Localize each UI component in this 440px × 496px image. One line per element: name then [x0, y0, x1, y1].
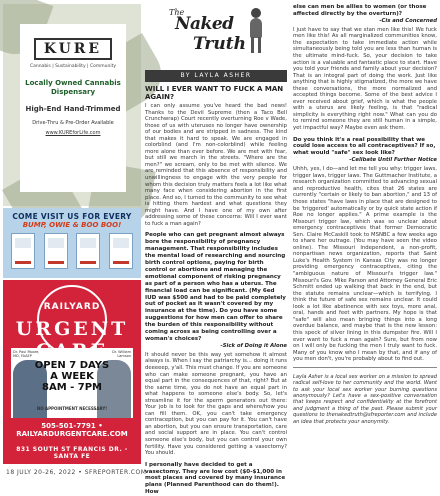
hours-line2: A WEEK: [50, 371, 94, 382]
question-text: Do you think it's a real possibility that we could lose access to all contraceptives? If so, what would "safe" sex look like?: [293, 136, 436, 157]
masthead-the: The: [169, 8, 185, 17]
bump-ad-line2: BUMP, OWIE & BOO BOO!: [22, 221, 122, 229]
address: 831 SOUTH ST FRANCIS DR. - SANTA FE: [16, 446, 128, 460]
ads-column: [3, 4, 141, 464]
kure-card: [20, 24, 126, 192]
kure-headline: Locally Owned Cannabis Dispensary: [25, 79, 121, 96]
urgent-care-word: URGENT: [15, 318, 129, 340]
no-appointment: NO APPOINTMENT NECESSARY!: [36, 406, 108, 411]
divider: [293, 367, 437, 368]
railyard-word: RAILYARD: [43, 302, 101, 312]
hours-text: [11, 360, 133, 393]
doctor-left-name: Dr. Paul Moore, MD, FAAEP: [13, 350, 40, 358]
product-box-icon: [11, 233, 35, 269]
hours-line3: 8AM - 7PM: [42, 382, 102, 393]
question-text: People who can get pregnant almost always bore the responsibility of pregnancy management. That responsibility includes the mental load of researching and sourcing birth control options, paying for birth control or abortions and managing the emotional component of risking pregnancy as part of a person who has a uterus. The financial load can be significant. (My 6ed IUD was $500 and had to be paid completely out of pocket as it wasn't covered by my insurance at the time). Do you have some suggestions for how men can offer to share the burden of this responsibility without coming across as being controlling over a woman's choices?: [145, 232, 286, 342]
hours-line1: OPEN 7 DAYS: [34, 360, 110, 371]
column-right: [293, 4, 437, 464]
bump-owie-ad[interactable]: [3, 208, 141, 278]
kure-product: High-End Hand-Trimmed: [25, 105, 121, 113]
question-heading: WILL I EVER WANT TO FUCK A MAN AGAIN?: [145, 85, 284, 101]
answer-paragraph: I just have to say that we stan men like this! We fuck men like this! As all marginalized communities know, the expectation to take immediate action while simultaneously being told you are less than human is the ultimate mind-fuck. So, your decision to take action is a valuable and fantastic place to start. Have you told your friends and family about your decision? That is an integral part of doing the work. Just like anything that is highly stigmatized, the more we have these conversations, the more normalized and accepted things become. Some of the best advice I ever received about grief, which is what the people with a uterus are likely feeling, is that "radical simplicity is everything right now." What can you do to remind someone they are still human in a simple, yet impactful way? Maybe even ask them.: [293, 26, 437, 132]
kure-logo: KURE: [34, 38, 112, 60]
question-signature: -Cis and Concerned: [379, 17, 437, 24]
bump-ad-line1: COME VISIT US FOR EVERY: [12, 212, 132, 221]
masthead-truth: Truth: [193, 34, 246, 54]
railyard-urgent-care-ad[interactable]: [3, 280, 141, 464]
product-row: [7, 233, 137, 269]
doctor-right-name: Dr. William Lamson: [112, 350, 131, 358]
kure-tagline: Cannabis | Sustainability | Community: [29, 64, 117, 69]
column-middle: [145, 4, 287, 496]
kure-ad[interactable]: [3, 4, 141, 206]
intro-paragraph: I can only assume you've heard the bad news! Thanks to the Devil Supreme (then a Taco Bell Crunchwrap) Court recently overturning Roe v Wade, those of us with uteruses no longer have ownership of our bodies and are stripped in sadness. The kind that makes it hard to speak. We are engaged in colorblind (and I'm non-colorblind) while feeling more alone than ever before. We are met with fear, but still we march in the streets. "Where are the men?" we scream, only to be met with silence. We are reminded that this absence of responsibility and unwillingness to engage with the very people for whom this decision truly matters feels a lot like what many face when considering abortion in the first place. And so, I turned to the community to see what is hitting them hardest and what questions they might have. And I have one of my own after addressing some of these concerns: Will I ever want to fuck a man again?: [145, 103, 287, 227]
hours-box: [11, 348, 133, 418]
answer-paragraph: Uhhh, yes, I do—and let me tell you why: trigger laws, trigger laws, trigger laws. The Guttmacher Institute, a research organization committed to advancing sexual and reproductive health, cites that 26 states are currently "certain or likely to ban abortion," and 13 of those states "have laws in place that are designed to be 'triggered' automatically or by quick state action if Roe no longer applies." A prime example is the Missouri trigger law, which was so unclear about emergency contraceptives that former Democratic Sen. Claire McCaskill took to MSNBC a few weeks ago to share her outrage. (You may have seen the video online). The Missouri Independent, a non-profit, nonpartisan news organization, reports that Saint Luke's Health System in Kansas City was no longer providing emergency contraceptives, citing the "ambiguous nature of Missouri's trigger law." Missouri's Gov. Mike Parson and Attorney General Eric Schmitt ended up walking that back in the end, but the statute remains unclear—which is terrifying. I think the future of safe sex remains unclear. It could look a lot like abstinence with sex toys, more anal, oral, hands and feet with partners. My hope is that "safe" will also mean bringing things into a long overdue balance, and maybe that is the new lesson: this speck of silver lining in this dumpster fire. Will I ever want to fuck a man again? Sure, but from now on I will only be fucking the men I truly want to fuck. Many of you know who I mean by that, and if any of you men don't, you're probably about to find out.: [293, 166, 437, 363]
product-box-icon: [76, 233, 100, 269]
kure-services: Drive-Thru & Pre-Order Available: [32, 120, 114, 126]
answer-paragraph: It should never be this way yet somehow it almost always is. When I say the patriarchy is... doing it runs deeeeep, y'all. This must change. If you are someone who can make someone pregnant, you have an equal part in the consequences of that, right? But at the same time, you do not have an equal part in what happens to someone else's body. So, let's streamline it for the sperm generators out there: Your job is to look for the gaps and where/how you can fill them. OK, you can't take emergency contraception, but you can pay for it. You can't have an abortion, but you can ensure transportation, care and social support are in place. You can't control someone else's body, but you can control your own fertility. Have you considered getting a vasectomy? You should.: [145, 351, 287, 457]
author-bio: Layla Asher is a local sex worker on a mission to spread radical self-love to her community and the world. Want to ask your local sex worker your burning questions anonymously? Let's have a sex-positive conversation that keeps respect and confidentiality at the forefront and judgment a thing of the past. Please submit your questions to thenakedtruth@sfreporter.com and include an idea that protects your anonymity.: [293, 373, 437, 425]
product-box-icon: [44, 233, 68, 269]
page-footer: 18 JULY 20-26, 2022 • SFREPORTER.COM: [6, 469, 147, 476]
question-signature: -Celibate Until Further Notice: [349, 157, 437, 164]
kure-url-link[interactable]: www.KUREforLife.com: [45, 130, 101, 136]
product-box-icon: [109, 233, 133, 269]
figure-silhouette-icon: [245, 8, 267, 54]
phone-website-link[interactable]: 505-501-7791 • RAILYARDURGENTCARE.COM: [16, 422, 128, 438]
question-continued: else can men be allies to women (or those affected directly by the overturn)?: [293, 4, 427, 17]
question-signature: -Sick of Doing it Alone: [220, 342, 287, 349]
byline: BY LAYLA ASHER: [145, 70, 287, 82]
question-text: I personally have decided to get a vasectomy. They are low cost ($0-$1,000 in most places and covered by many insurance plans (Planned Parenthood can do them!). How: [145, 461, 286, 496]
naked-truth-masthead: [145, 4, 287, 70]
masthead-naked: Naked: [175, 14, 234, 34]
